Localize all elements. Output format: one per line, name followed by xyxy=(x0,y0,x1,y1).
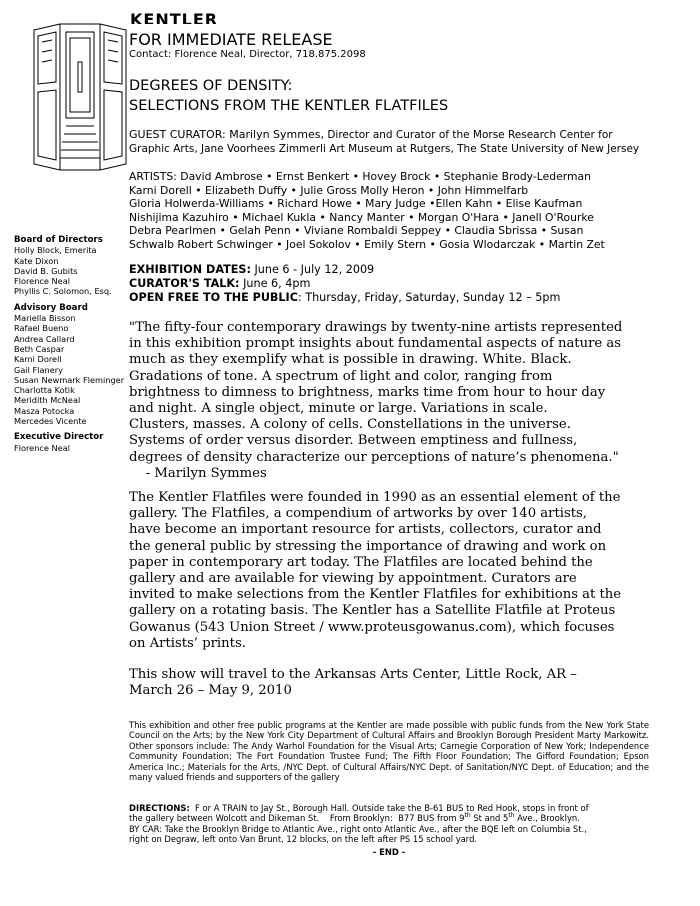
quote-line: Clusters, masses. A colony of cells. Constellations in the universe. xyxy=(129,417,571,433)
artists-line: Debra Pearlmen • Gelah Penn • Viviane Rombaldi Seppey • Claudia Sbrissa • Susan xyxy=(129,224,584,238)
artists-line: Gloria Holwerda-Williams • Richard Howe • Mary Judge •Ellen Kahn • Elise Kaufman xyxy=(129,197,583,211)
directions-line: St and 5 xyxy=(470,813,509,824)
dates-block xyxy=(129,263,669,306)
curator-label: GUEST CURATOR: Marilyn Symmes, xyxy=(129,128,324,141)
flatfiles-paragraph xyxy=(129,490,649,652)
quote-line: Systems of order versus disorder. Between emptiness and fullness, xyxy=(129,433,578,449)
paragraph-line: gallery on a rotating basis. The Kentler has a Satellite Flatfile at Proteus xyxy=(129,603,616,619)
quote-line: degrees of density characterize our perceptions of nature’s phenomena." xyxy=(129,449,619,465)
open-hours-label: OPEN FREE TO THE PUBLIC xyxy=(129,291,298,305)
advisory-member: Masza Potocka xyxy=(14,405,75,416)
end-marker: - END - xyxy=(372,847,406,857)
curator-title: Director and Curator of the Morse Research Center for xyxy=(323,129,613,141)
curator-talk-value: June 6, 4pm xyxy=(239,277,311,291)
title-line-2: SELECTIONS FROM THE KENTLER FLATFILES xyxy=(129,98,449,114)
advisory-member: Mercedes Vicente xyxy=(14,416,87,427)
paragraph-line: paper in contemporary art today. The Flatfiles are located behind the xyxy=(129,554,593,570)
exhibition-title xyxy=(129,76,448,116)
paragraph-line: have become an important resource for artists, collectors, curator and xyxy=(129,522,602,538)
quote-line: brightness to dimness to brightness, marks time from hour to hour day xyxy=(129,384,606,400)
paragraph-line: on Artists’ prints. xyxy=(129,635,246,651)
advisory-member: Rafael Bueno xyxy=(14,323,69,334)
board-member: Phyllis C. Solomon, Esq. xyxy=(14,286,112,297)
paragraph-line: Gowanus (543 Union Street / www.proteusgowanus.com), which focuses xyxy=(129,619,615,635)
artists-line: Karni Dorell • Elizabeth Duffy • Julie Gross Molly Heron • John Himmelfarb xyxy=(129,183,529,197)
quote-line: and night. A single object, minute or large. Variations in scale. xyxy=(129,401,548,417)
release-heading: FOR IMMEDIATE RELEASE xyxy=(129,30,333,49)
curator-talk-label: CURATOR'S TALK: xyxy=(129,277,240,291)
advisory-member: Mariella Bisson xyxy=(14,313,76,324)
quote-line: Gradations of tone. A spectrum of light and color, ranging from xyxy=(129,368,553,384)
quote-line: in this exhibition prompt insights about fundamental aspects of nature as xyxy=(129,336,622,352)
open-hours-value: : Thursday, Friday, Saturday, Sunday 12 – 5pm xyxy=(297,291,561,305)
quote-line: much as they exemplify what is possible in drawing. White. Black. xyxy=(129,352,572,368)
artists-line: ARTISTS: David Ambrose • Ernst Benkert • Hovey Brock • Stephanie Brody-Lederman xyxy=(129,170,591,183)
board-member: Florence Neal xyxy=(14,276,71,287)
paragraph-line: The Kentler Flatfiles were founded in 1990 as an essential element of the xyxy=(129,490,621,505)
quote-line: "The fifty-four contemporary drawings by twenty-nine artists represented xyxy=(129,320,623,335)
kentler-logo-drawing xyxy=(30,22,130,172)
paragraph-line: gallery and are available for viewing by appointment. Curators are xyxy=(129,571,577,587)
guest-curator xyxy=(129,128,649,156)
board-member: Kate Dixon xyxy=(14,255,59,266)
paragraph-line: the general public by stressing the importance of drawing and work on xyxy=(129,538,607,554)
curator-affiliation: Graphic Arts, Jane Voorhees Zimmerli Art Museum at Rutgers, The State University of New Jersey xyxy=(129,143,640,155)
directions-label: DIRECTIONS: xyxy=(129,803,190,813)
directions-line: BY CAR: Take the Brooklyn Bridge to Atlantic Ave., right onto Atlantic Ave., after the BQE left on Columbia St., xyxy=(129,823,587,834)
paragraph-line: gallery. The Flatfiles, a compendium of artworks by over 140 artists, xyxy=(129,506,587,522)
advisory-heading: Advisory Board xyxy=(14,302,88,313)
title-line-1: DEGREES OF DENSITY: xyxy=(129,78,293,94)
travel-line: March 26 – May 9, 2010 xyxy=(129,683,292,699)
exhibition-dates-label: EXHIBITION DATES: xyxy=(129,263,251,276)
board-member: Holly Block, Emerita xyxy=(14,245,97,256)
quote-attribution: - Marilyn Symmes xyxy=(129,465,267,481)
sidebar-boards xyxy=(14,235,132,453)
advisory-member: Susan Newmark Fleminger xyxy=(14,374,125,385)
advisory-member: Karni Dorell xyxy=(14,354,62,365)
funding-credits: This exhibition and other free public programs at the Kentler are made possible with public funds from the New York State Council on the Arts; by the New York City Department of Cultural Affairs and Brooklyn Borough President Marty Markowitz. Other sponsors include: The Andy Warhol Foundation for the Visual Arts; Carnegie Corporation of New York; Independence Community Foundation; The Fort Foundation Trustee Fund; The Fifth Floor Foundation; The Gifford Foundation; Epson America Inc.; Materials for the Arts, /NYC Dept. of Cultural Affairs/NYC Dept. of Sanitation/NYC Dept. of Education; and the many valued friends and supporters of the gallery xyxy=(129,720,649,783)
directions-block xyxy=(129,803,649,845)
exec-director-name: Florence Neal xyxy=(14,442,71,453)
directions-line: right on Degraw, left onto Van Brunt, 12 blocks, on the left after PS 15 school yard. xyxy=(129,834,478,845)
travel-line: This show will travel to the Arkansas Arts Center, Little Rock, AR – xyxy=(129,667,577,682)
artists-line: Schwalb Robert Schwinger • Joel Sokolov • Emily Stern • Gosia Wlodarczak • Martin Zet xyxy=(129,237,605,251)
directions-line: Ave., Brooklyn. xyxy=(514,813,580,824)
exec-director-heading: Executive Director xyxy=(14,432,104,443)
advisory-member: Andrea Callard xyxy=(14,333,75,344)
superscript: th xyxy=(508,812,515,820)
advisory-member: Gail Flanery xyxy=(14,364,63,375)
advisory-member: Charlotta Kotik xyxy=(14,385,75,396)
directions-line: F or A TRAIN to Jay St., Borough Hall. Outside take the B-61 BUS to Red Hook, stops in front of xyxy=(189,803,589,813)
advisory-member: Beth Caspar xyxy=(14,343,65,354)
contact-line: Contact: Florence Neal, Director, 718.875.2098 xyxy=(129,49,366,60)
superscript: th xyxy=(464,812,471,820)
curator-quote xyxy=(129,320,649,482)
advisory-member: Meridith McNeal xyxy=(14,395,81,406)
board-member: David B. Gubits xyxy=(14,265,78,276)
artists-line: Nishijima Kazuhiro • Michael Kukla • Nancy Manter • Morgan O'Hara • Janell O'Rourke xyxy=(129,210,594,224)
directions-line: the gallery between Wolcott and Dikeman St. From Brooklyn: B77 BUS from 9 xyxy=(129,813,465,824)
paragraph-line: invited to make selections from the Kentler Flatfiles for exhibitions at the xyxy=(129,587,622,603)
board-heading: Board of Directors xyxy=(14,235,103,245)
logo-wordmark: KENTLER xyxy=(130,12,219,24)
exhibition-dates-value: June 6 - July 12, 2009 xyxy=(250,263,375,276)
artists-list xyxy=(129,170,649,252)
travel-notice xyxy=(129,667,649,699)
